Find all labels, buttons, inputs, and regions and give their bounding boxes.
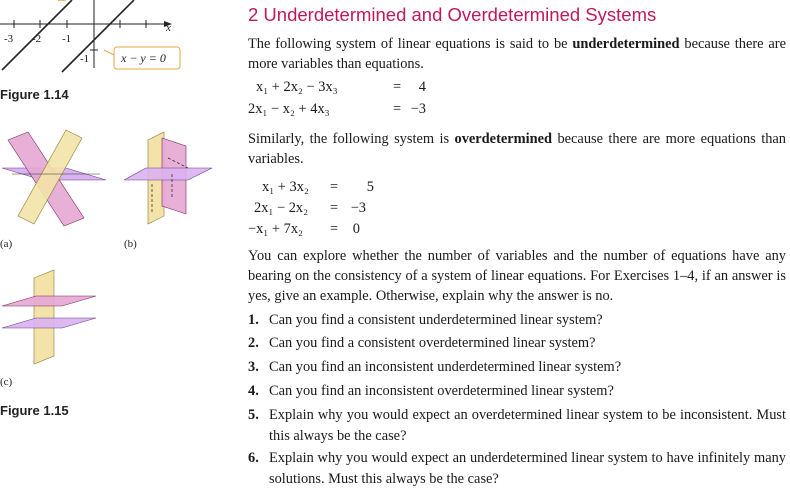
section-title: 2 Underdetermined and Overdetermined Systems — [248, 4, 657, 25]
line-equation-label: x − y = 0 — [121, 51, 166, 65]
equation-row: 2x₁ − x₂ + 4x₃ = −3 — [248, 101, 426, 117]
exercise-text: Explain why you would expect an underdetermined linear system to have infinitely many solutions. Must this always be the case? — [269, 450, 786, 487]
exercise-item — [248, 448, 788, 490]
overdetermined-system — [248, 177, 414, 241]
exercise-text: Explain why you would expect an overdetermined linear system to be inconsistent. Must this always be the case? — [269, 407, 786, 444]
exercise-number: 5. — [248, 407, 259, 423]
exercise-item — [248, 333, 788, 354]
exercise-number: 1. — [248, 312, 259, 328]
equation-row: −x₁ + 7x₂ = 0 — [248, 221, 360, 237]
equation-row: x₁ + 2x₂ − 3x₃ = 4 — [256, 79, 426, 95]
figure-1-15b-planes — [122, 128, 214, 228]
exercise-text: Can you find a consistent underdetermined linear system? — [269, 312, 603, 328]
tick-label: -1 — [80, 53, 90, 65]
figure-1-14-graph — [0, 0, 240, 80]
exercise-item — [248, 357, 788, 378]
exercise-text: Can you find an inconsistent overdetermined linear system? — [269, 383, 614, 399]
exercise-number: 6. — [248, 450, 259, 466]
underdetermined-system — [248, 77, 436, 121]
figure-label-c: (c) — [0, 376, 13, 388]
tick-label: -3 — [4, 33, 14, 45]
exercise-text: Can you find an inconsistent underdetermined linear system? — [269, 359, 622, 375]
figure-1-14-caption: Figure 1.14 — [0, 87, 69, 102]
tick-label: -2 — [32, 33, 42, 45]
figure-label-b: (b) — [124, 238, 137, 250]
equation-row: x₁ + 3x₂ = 5 — [262, 179, 374, 195]
exercise-item — [248, 310, 788, 331]
exercise-item — [248, 381, 788, 402]
exercise-item — [248, 405, 788, 447]
figure-label-a: (a) — [0, 238, 13, 250]
exercise-text: Can you find a consistent overdetermined linear system? — [269, 335, 596, 351]
paragraph-underdetermined: The following system of linear equations is said to be underdetermined because there are more variables than equations. — [248, 36, 786, 72]
exercise-number: 3. — [248, 359, 259, 375]
paragraph-exercises-intro: You can explore whether the number of variables and the number of equations have any bearing on the consistency of a system of linear equations. For Exercises 1–4, if an answer is yes, give an example. Otherwise, explain why the answer is no. — [248, 248, 786, 304]
figure-1-15a-planes — [0, 128, 110, 228]
x-axis-label: x — [166, 22, 171, 34]
exercise-number: 4. — [248, 383, 259, 399]
exercise-number: 2. — [248, 335, 259, 351]
paragraph-overdetermined: Similarly, the following system is overdetermined because there are more equations than variables. — [248, 131, 786, 167]
figure-1-15-caption: Figure 1.15 — [0, 403, 69, 418]
tick-label: -1 — [62, 33, 72, 45]
equation-row: 2x₁ − 2x₂ = −3 — [254, 200, 366, 216]
figure-1-15c-planes — [0, 268, 100, 368]
